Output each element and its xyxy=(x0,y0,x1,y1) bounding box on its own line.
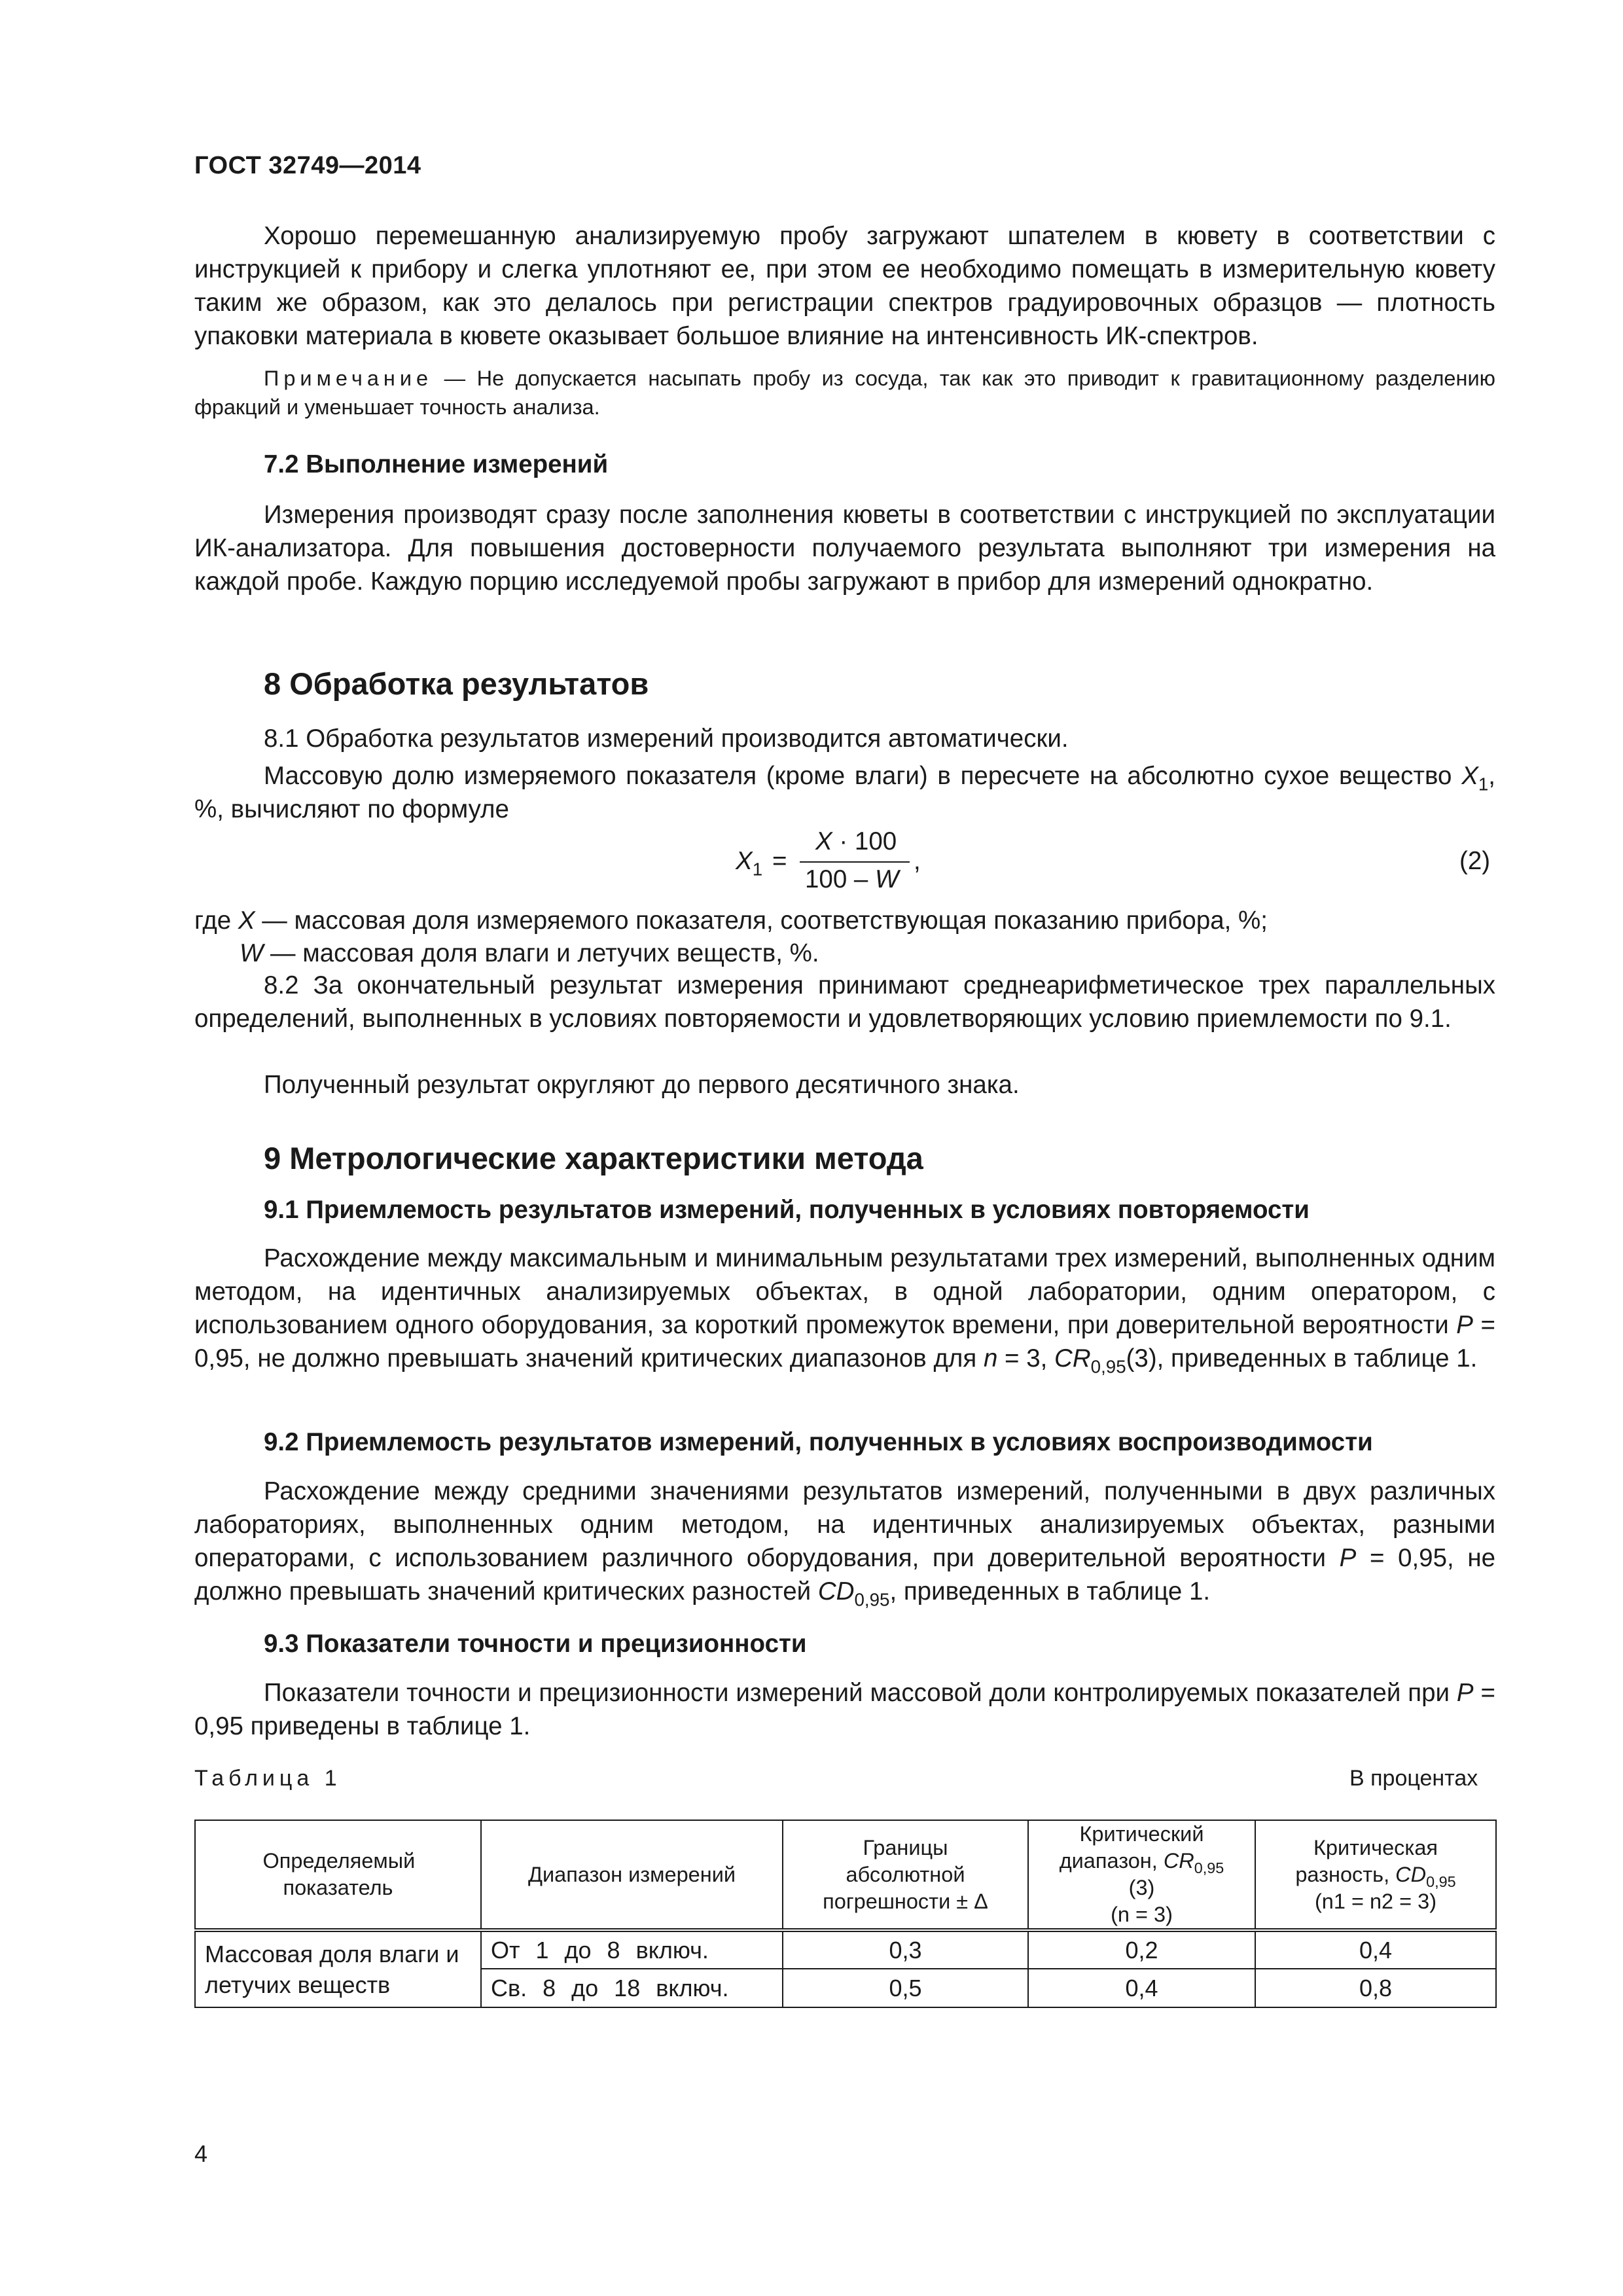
note-text: — Не допускается насыпать пробу из сосуда, так как это приводит к гравитационному разделению фракций и уменьшает точность анализа. xyxy=(194,367,1495,419)
delta-cell: 0,5 xyxy=(783,1969,1028,2007)
range-cell: От 1 до 8 включ. xyxy=(481,1930,783,1969)
cd-cell: 0,8 xyxy=(1255,1969,1496,2007)
section-9-heading: 9 Метрологические характеристики метода xyxy=(264,1141,923,1175)
section-9-2-heading: 9.2 Приемлемость результатов измерений, полученных в условиях воспроизводимости xyxy=(264,1428,1373,1456)
col-header-cd: Критическая разность, $CD_{0,95}$ (n1 = n2 = 3) xyxy=(1255,1820,1496,1930)
where-x: где X — массовая доля измеряемого показателя, соответствующая показанию прибора, %; xyxy=(194,906,1268,935)
section-7-2-heading: 7.2 Выполнение измерений xyxy=(264,450,609,478)
section-9-1-heading: 9.1 Приемлемость результатов измерений, полученных в условиях повторяемости xyxy=(264,1196,1310,1224)
section-9-3-heading: 9.3 Показатели точности и прецизионности xyxy=(264,1630,807,1658)
cr-cell: 0,4 xyxy=(1028,1969,1255,2007)
section-8-1-text: 8.1 Обработка результатов измерений производится автоматически. xyxy=(264,725,1069,753)
section-8-2-text: 8.2 За окончательный результат измерения принимают среднеарифметическое трех параллельных определений, выполненных в условиях повторяемости и удовлетворяющих условию приемлемости по 9.1. xyxy=(194,971,1495,1033)
formula-number: (2) xyxy=(1459,847,1491,875)
formula-numerator: X · 100 xyxy=(815,827,897,855)
section-7-2-text: Измерения производят сразу после заполнения кюветы в соответствии с инструкцией по эксплуатации ИК-анализатора. Для повышения достоверности получаемого результата выполняют три измерения на каждой пробе. Каждую порцию исследуемой пробы загружают в прибор для измерений однократно. xyxy=(194,501,1495,596)
formula-denominator: 100 – W xyxy=(805,865,899,893)
note xyxy=(194,364,1495,422)
table-row xyxy=(195,1930,1496,1969)
where-w: W — массовая доля влаги и летучих веществ, %. xyxy=(240,939,819,967)
col-header-indicator: Определяемый показатель xyxy=(195,1820,481,1930)
cr-cell: 0,2 xyxy=(1028,1930,1255,1969)
note-label: Примечание xyxy=(264,367,433,390)
table-1 xyxy=(194,1820,1497,2008)
delta-cell: 0,3 xyxy=(783,1930,1028,1969)
formula-2: $X_1$ = X · 100 100 – W , xyxy=(736,827,921,893)
document-header: ГОСТ 32749—2014 xyxy=(194,152,421,179)
section-8-heading: 8 Обработка результатов xyxy=(264,666,649,701)
table-units: В процентах xyxy=(1349,1766,1478,1791)
range-cell: Св. 8 до 18 включ. xyxy=(481,1969,783,2007)
col-header-delta: Границы абсолютной погрешности ± Δ xyxy=(783,1820,1028,1930)
page-number: 4 xyxy=(194,2140,208,2167)
section-9-1-text: Расхождение между максимальным и минимальным результатами трех измерений, выполненных одним методом, на идентичных анализируемых объектах, в одной лаборатории, одним оператором, с использованием одного оборудования, за короткий промежуток времени, при доверительной вероятности P = 0,95, не должно превышать значений критических диапазонов для n = 3, $CR_{0,95}(3)$, приведенных в таблице 1. xyxy=(194,1244,1495,1377)
cd-cell: 0,4 xyxy=(1255,1930,1496,1969)
fraction-bar xyxy=(800,861,910,863)
intro-paragraph: Хорошо перемешанную анализируемую пробу загружают шпателем в кювету в соответствии с инструкцией к прибору и слегка уплотняют ее, при этом ее необходимо помещать в измерительную кювету таким же образом, как это делалось при регистрации спектров градуировочных образцов — плотность упаковки материала в кювете оказывает большое влияние на интенсивность ИК-спектров. xyxy=(194,222,1495,350)
col-header-cr: Критический диапазон, $CR_{0,95}$ (3) (n = 3) xyxy=(1028,1820,1255,1930)
section-8-2-rounding: Полученный результат округляют до первого десятичного знака. xyxy=(264,1071,1020,1099)
col-header-range: Диапазон измерений xyxy=(481,1820,783,1930)
section-8-1-formula-intro: Массовую долю измеряемого показателя (кроме влаги) в пересчете на абсолютно сухое вещество $X_1$, %, вычисляют по формуле xyxy=(194,762,1495,823)
table-caption: Таблица 1 xyxy=(194,1766,342,1791)
indicator-cell: Массовая доля влаги и летучих веществ xyxy=(195,1930,481,2007)
section-9-3-text: Показатели точности и прецизионности измерений массовой доли контролируемых показателей при P = 0,95 приведены в таблице 1. xyxy=(194,1679,1495,1740)
table-header-row xyxy=(195,1820,1496,1930)
section-9-2-text: Расхождение между средними значениями результатов измерений, полученными в двух различных лабораториях, выполненных одним методом, на идентичных анализируемых объектах, разными операторами, с использованием различного оборудования, при доверительной вероятности P = 0,95, не должно превышать значений критических разностей $CD_{0,95}$, приведенных в таблице 1. xyxy=(194,1477,1495,1610)
